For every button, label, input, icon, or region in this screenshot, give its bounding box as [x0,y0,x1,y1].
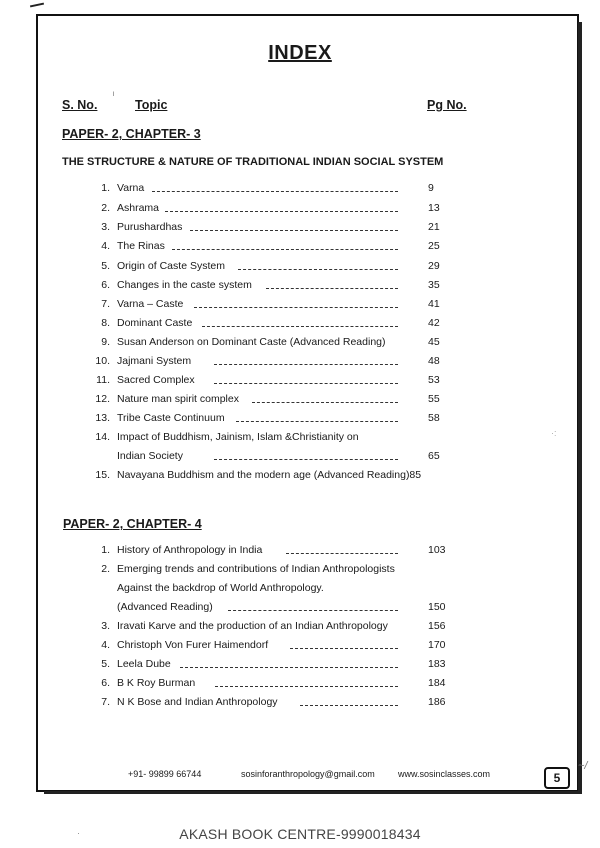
leader-dots [252,402,398,403]
margin-smudge: ·: [551,428,557,438]
list-item [90,317,450,333]
footer-email: sosinforanthropology@gmail.com [241,769,375,779]
list-item [90,658,450,674]
item-title: Susan Anderson on Dominant Caste (Advanced Reading) [117,336,386,348]
item-page: 48 [428,355,440,367]
item-title: Purushardhas [117,221,183,233]
list-item-continuation [90,601,450,617]
column-header-page: Pg No. [427,98,467,112]
list-item [90,431,450,447]
item-number: 6. [101,677,110,689]
item-number: 7. [101,298,110,310]
leader-dots [290,648,398,649]
list-item [90,620,450,636]
leader-dots [214,459,398,460]
page-border-shadow-bottom [44,791,582,794]
item-page: 150 [428,601,446,613]
item-title-continued: Indian Society [117,450,183,462]
item-title: Christoph Von Furer Haimendorf [117,639,269,651]
scan-mark [30,3,44,8]
item-page: 58 [428,412,440,424]
item-title: N K Bose and Indian Anthropology [117,696,278,708]
item-title: Emerging trends and contributions of Indian Anthropologists [117,563,395,575]
item-title: Changes in the caste system [117,279,252,291]
item-title: Impact of Buddhism, Jainism, Islam &Christianity on [117,431,359,443]
item-number: 5. [101,658,110,670]
list-item [90,279,450,295]
column-header-topic: Topic [135,98,168,112]
page-border-shadow-right [578,22,582,794]
leader-dots [266,288,398,289]
item-page: 13 [428,202,440,214]
list-item [90,260,450,276]
item-title: Varna – Caste [117,298,184,310]
item-number: 5. [101,260,110,272]
leader-dots [300,705,398,706]
section-subtitle-chapter-3: THE STRUCTURE & NATURE OF TRADITIONAL INDIAN SOCIAL SYSTEM [62,156,444,168]
item-page: 183 [428,658,446,670]
list-item [90,298,450,314]
item-title: The Rinas [117,240,165,252]
list-item [90,544,450,560]
pencil-scribble: ~/ [578,760,588,772]
item-number: 3. [101,221,110,233]
list-item [90,639,450,655]
item-number: 13. [95,412,110,424]
item-number: 7. [101,696,110,708]
list-item [90,393,450,409]
item-title: Navayana Buddhism and the modern age (Advanced Reading)85 [117,469,422,481]
item-title: Sacred Complex [117,374,195,386]
list-item-continuation [90,582,450,598]
item-page: 55 [428,393,440,405]
item-number: 14. [95,431,110,443]
item-page: 186 [428,696,446,708]
list-item [90,677,450,693]
item-page: 170 [428,639,446,651]
page-title: INDEX [268,42,332,64]
item-number: 8. [101,317,110,329]
item-number: 2. [101,202,110,214]
pencil-tick-mark: ˡ [113,90,115,100]
item-title: Nature man spirit complex [117,393,239,405]
list-item [90,202,450,218]
item-title: Tribe Caste Continuum [117,412,225,424]
item-number: 4. [101,639,110,651]
leader-dots [202,326,398,327]
item-page: 21 [428,221,440,233]
leader-dots [165,211,398,212]
item-page: 156 [428,620,446,632]
item-number: 15. [95,469,110,481]
leader-dots [214,383,398,384]
list-item [90,240,450,256]
list-item [90,221,450,237]
item-title: Origin of Caste System [117,260,225,272]
list-item [90,696,450,712]
leader-dots [236,421,398,422]
section-heading-chapter-3: PAPER- 2, CHAPTER- 3 [62,127,201,141]
item-page: 184 [428,677,446,689]
item-title: Ashrama [117,202,160,214]
item-page: 53 [428,374,440,386]
item-page: 45 [428,336,440,348]
leader-dots [172,249,398,250]
item-page: 29 [428,260,440,272]
page-number-badge: 5 [544,767,570,789]
leader-dots [152,191,398,192]
list-item [90,412,450,428]
item-page: 9 [428,182,434,194]
column-header-sno: S. No. [62,98,98,112]
footer-phone: +91- 99899 66744 [128,769,202,779]
item-title: Varna [117,182,145,194]
shop-stamp: AKASH BOOK CENTRE-9990018434 [179,826,421,842]
leader-dots [286,553,398,554]
list-item [90,563,450,579]
item-number: 1. [101,182,110,194]
item-number: 12. [95,393,110,405]
leader-dots [190,230,398,231]
item-title: History of Anthropology in India [117,544,263,556]
item-page: 41 [428,298,440,310]
item-page: 25 [428,240,440,252]
leader-dots [238,269,398,270]
item-number: 3. [101,620,110,632]
scan-speck: · [77,828,80,838]
item-page: 65 [428,450,440,462]
section-heading-chapter-4: PAPER- 2, CHAPTER- 4 [63,517,202,531]
item-page: 35 [428,279,440,291]
item-number: 4. [101,240,110,252]
item-number: 9. [101,336,110,348]
item-page: 42 [428,317,440,329]
list-item [90,374,450,390]
item-title: Dominant Caste [117,317,193,329]
item-number: 2. [101,563,110,575]
footer-website: www.sosinclasses.com [398,769,491,779]
item-title: Jajmani System [117,355,192,367]
item-title: Leela Dube [117,658,171,670]
item-number: 10. [95,355,110,367]
leader-dots [214,364,398,365]
leader-dots [228,610,398,611]
item-number: 11. [96,374,110,386]
item-page: 103 [428,544,446,556]
leader-dots [180,667,398,668]
item-number: 6. [101,279,110,291]
item-title: Iravati Karve and the production of an Indian Anthropology [117,620,388,632]
list-item [90,355,450,371]
list-item [90,336,450,352]
item-title-continued: Against the backdrop of World Anthropology. [117,582,324,594]
list-item-continuation [90,450,450,466]
leader-dots [194,307,398,308]
list-item [90,182,450,198]
item-title: B K Roy Burman [117,677,196,689]
leader-dots [215,686,398,687]
item-number: 1. [101,544,110,556]
item-title-continued: (Advanced Reading) [117,601,213,613]
list-item [90,469,450,485]
